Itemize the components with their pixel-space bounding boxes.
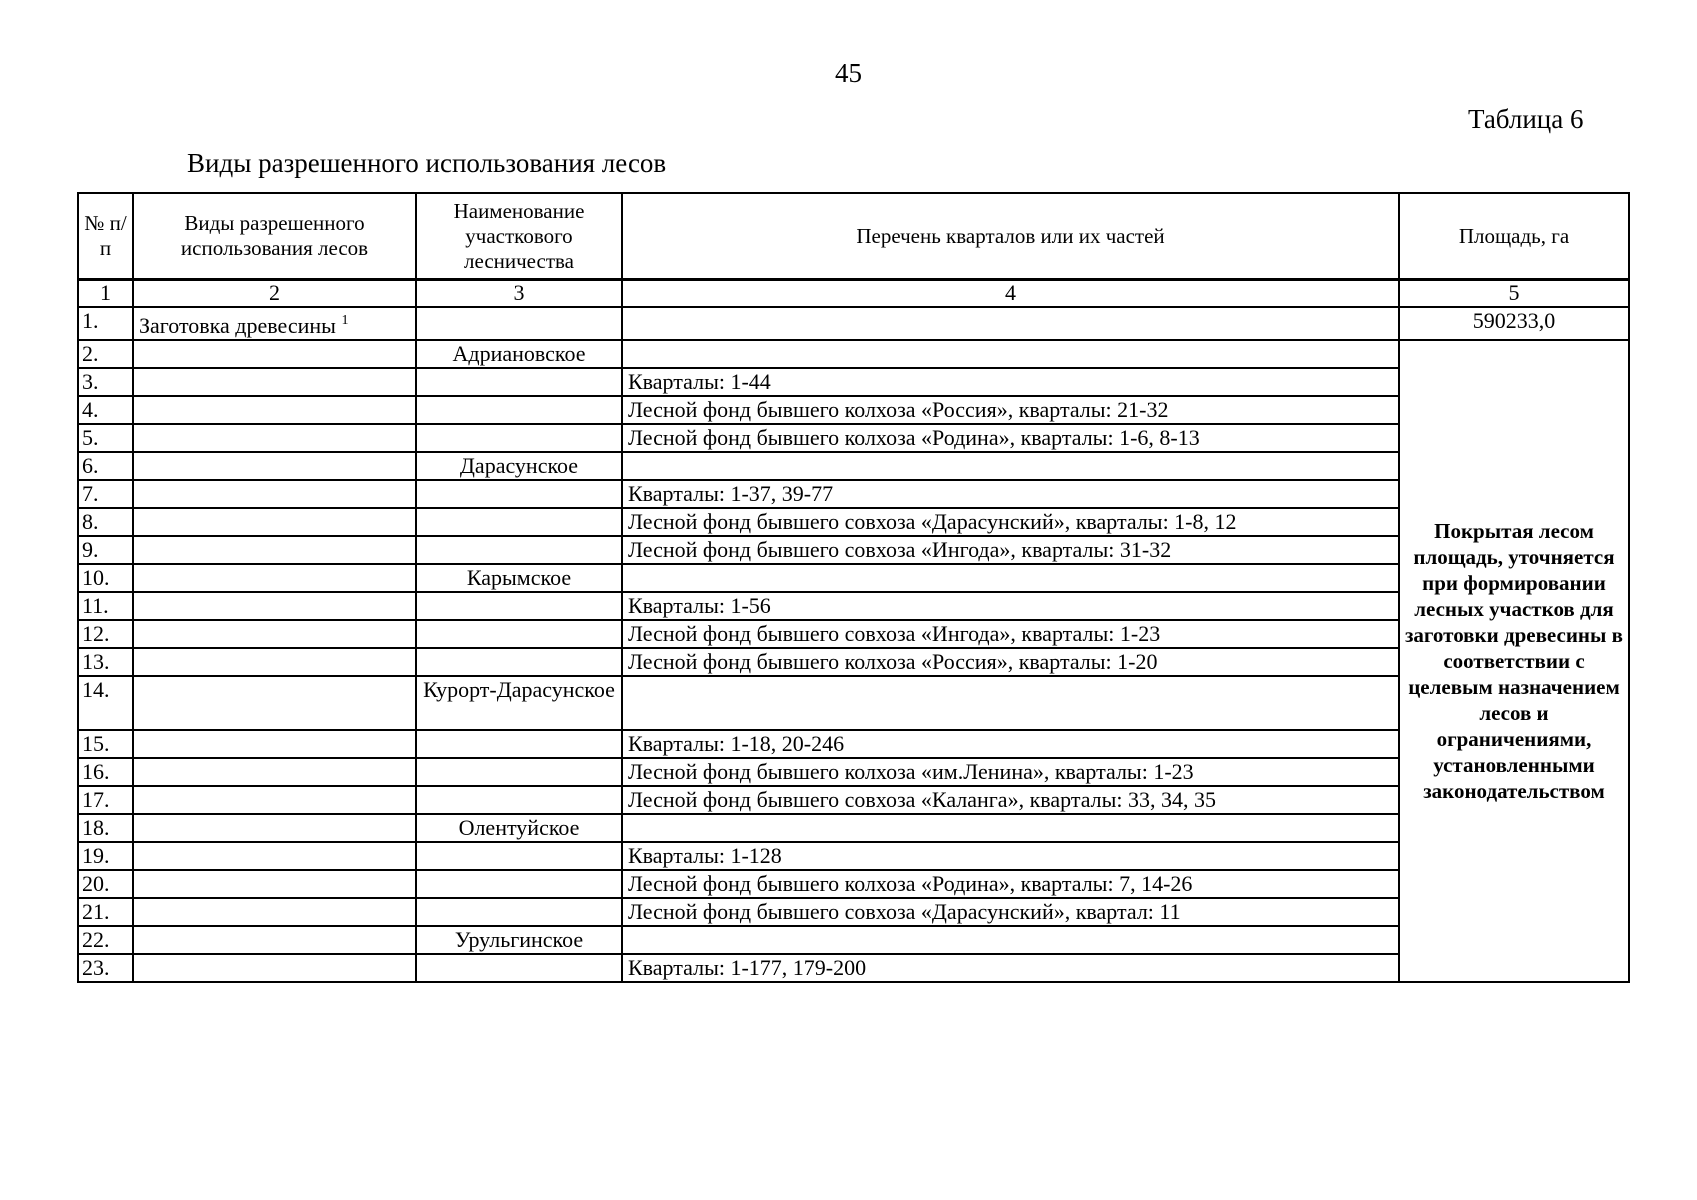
area-note-cell: Покрытая лесом площадь, уточняется при формировании лесных участков для заготовки древесины в соответствии с целевым назначением лесов и ограничениями, установленными законодательством <box>1399 340 1629 982</box>
forestry-cell <box>416 592 622 620</box>
use-kind-cell <box>133 564 416 592</box>
table-row <box>78 592 1629 620</box>
quarters-cell: Лесной фонд бывшего совхоза «Ингода», кварталы: 31-32 <box>622 536 1399 564</box>
table-row <box>78 648 1629 676</box>
quarters-cell: Кварталы: 1-44 <box>622 368 1399 396</box>
row-number: 9. <box>78 536 133 564</box>
forestry-cell <box>416 396 622 424</box>
use-kind-cell <box>133 307 416 340</box>
row-number: 13. <box>78 648 133 676</box>
use-kind-cell <box>133 954 416 982</box>
quarters-cell: Лесной фонд бывшего совхоза «Дарасунский», кварталы: 1-8, 12 <box>622 508 1399 536</box>
forestry-cell: Курорт-Дарасунское <box>416 676 622 730</box>
table-row <box>78 926 1629 954</box>
use-kind-cell <box>133 730 416 758</box>
row-number: 3. <box>78 368 133 396</box>
row-number: 2. <box>78 340 133 368</box>
row-number: 18. <box>78 814 133 842</box>
table-row <box>78 842 1629 870</box>
quarters-cell: Кварталы: 1-37, 39-77 <box>622 480 1399 508</box>
quarters-cell: Кварталы: 1-128 <box>622 842 1399 870</box>
forest-use-table <box>77 192 1630 983</box>
forestry-cell <box>416 648 622 676</box>
use-kind-cell <box>133 620 416 648</box>
forestry-cell <box>416 368 622 396</box>
row-number: 22. <box>78 926 133 954</box>
column-number: 4 <box>622 280 1399 308</box>
column-number: 1 <box>78 280 133 308</box>
row-number: 1. <box>78 307 133 340</box>
page-number: 45 <box>835 58 862 88</box>
use-kind-cell <box>133 424 416 452</box>
use-kind-cell <box>133 648 416 676</box>
header-cell-forestry: Наименование участкового лесничества <box>416 193 622 280</box>
table-row <box>78 870 1629 898</box>
header-row <box>78 193 1629 280</box>
use-kind-cell <box>133 786 416 814</box>
forestry-cell: Карымское <box>416 564 622 592</box>
quarters-cell <box>622 676 1399 730</box>
forestry-cell: Олентуйское <box>416 814 622 842</box>
quarters-cell: Лесной фонд бывшего совхоза «Ингода», кварталы: 1-23 <box>622 620 1399 648</box>
row-number: 8. <box>78 508 133 536</box>
quarters-cell <box>622 926 1399 954</box>
forestry-cell <box>416 954 622 982</box>
row-number: 15. <box>78 730 133 758</box>
area-value: 590233,0 <box>1399 307 1629 340</box>
use-kind-cell <box>133 592 416 620</box>
quarters-cell <box>622 307 1399 340</box>
forestry-cell <box>416 424 622 452</box>
forestry-cell <box>416 536 622 564</box>
column-number: 2 <box>133 280 416 308</box>
quarters-cell <box>622 452 1399 480</box>
forestry-cell: Адриановское <box>416 340 622 368</box>
use-kind-cell <box>133 396 416 424</box>
table-row <box>78 536 1629 564</box>
table-row <box>78 898 1629 926</box>
table-row <box>78 758 1629 786</box>
quarters-cell: Кварталы: 1-177, 179-200 <box>622 954 1399 982</box>
row-number: 5. <box>78 424 133 452</box>
footnote-mark: 1 <box>341 313 349 328</box>
table-row <box>78 508 1629 536</box>
row-number: 4. <box>78 396 133 424</box>
quarters-cell: Лесной фонд бывшего совхоза «Дарасунский», квартал: 11 <box>622 898 1399 926</box>
use-kind-text: Заготовка древесины <box>139 313 336 338</box>
table-row <box>78 620 1629 648</box>
column-number: 3 <box>416 280 622 308</box>
quarters-cell: Лесной фонд бывшего совхоза «Каланга», кварталы: 33, 34, 35 <box>622 786 1399 814</box>
table-row <box>78 814 1629 842</box>
row-number: 12. <box>78 620 133 648</box>
use-kind-cell <box>133 926 416 954</box>
header-cell-num: № п/п <box>78 193 133 280</box>
row-number: 14. <box>78 676 133 730</box>
row-number: 19. <box>78 842 133 870</box>
row-number: 17. <box>78 786 133 814</box>
row-number: 20. <box>78 870 133 898</box>
quarters-cell <box>622 814 1399 842</box>
table-row <box>78 786 1629 814</box>
table-row <box>78 452 1629 480</box>
forestry-cell <box>416 842 622 870</box>
header-cell-quarters: Перечень кварталов или их частей <box>622 193 1399 280</box>
quarters-cell: Лесной фонд бывшего колхоза «Родина», кварталы: 7, 14-26 <box>622 870 1399 898</box>
forestry-cell <box>416 786 622 814</box>
forestry-cell <box>416 758 622 786</box>
use-kind-cell <box>133 870 416 898</box>
header-cell-area: Площадь, га <box>1399 193 1629 280</box>
table-row <box>78 676 1629 730</box>
forestry-cell <box>416 620 622 648</box>
forestry-cell <box>416 870 622 898</box>
forestry-cell: Дарасунское <box>416 452 622 480</box>
quarters-cell: Лесной фонд бывшего колхоза «Россия», кварталы: 21-32 <box>622 396 1399 424</box>
quarters-cell <box>622 340 1399 368</box>
quarters-cell: Кварталы: 1-56 <box>622 592 1399 620</box>
use-kind-cell <box>133 676 416 730</box>
use-kind-cell <box>133 452 416 480</box>
row-number: 21. <box>78 898 133 926</box>
table-row <box>78 954 1629 982</box>
use-kind-cell <box>133 508 416 536</box>
table-row <box>78 340 1629 368</box>
table-row <box>78 480 1629 508</box>
column-numbers-row <box>78 280 1629 308</box>
use-kind-cell <box>133 480 416 508</box>
use-kind-cell <box>133 898 416 926</box>
table-title: Виды разрешенного использования лесов <box>187 148 667 178</box>
row-number: 23. <box>78 954 133 982</box>
table-row <box>78 424 1629 452</box>
forestry-cell <box>416 307 622 340</box>
quarters-cell <box>622 564 1399 592</box>
quarters-cell: Лесной фонд бывшего колхоза «Родина», кварталы: 1-6, 8-13 <box>622 424 1399 452</box>
table-label: Таблица 6 <box>1468 104 1584 134</box>
quarters-cell: Кварталы: 1-18, 20-246 <box>622 730 1399 758</box>
forestry-cell <box>416 730 622 758</box>
column-number: 5 <box>1399 280 1629 308</box>
header-cell-kind: Виды разрешенного использования лесов <box>133 193 416 280</box>
table-row <box>78 564 1629 592</box>
use-kind-cell <box>133 368 416 396</box>
row-number: 6. <box>78 452 133 480</box>
use-kind-cell <box>133 842 416 870</box>
use-kind-cell <box>133 536 416 564</box>
row-number: 16. <box>78 758 133 786</box>
table-row <box>78 396 1629 424</box>
forestry-cell <box>416 898 622 926</box>
forestry-cell <box>416 508 622 536</box>
table-row <box>78 307 1629 340</box>
table-row <box>78 368 1629 396</box>
quarters-cell: Лесной фонд бывшего колхоза «им.Ленина», кварталы: 1-23 <box>622 758 1399 786</box>
use-kind-cell <box>133 758 416 786</box>
quarters-cell: Лесной фонд бывшего колхоза «Россия», кварталы: 1-20 <box>622 648 1399 676</box>
use-kind-cell <box>133 340 416 368</box>
forestry-cell: Урульгинское <box>416 926 622 954</box>
use-kind-cell <box>133 814 416 842</box>
forestry-cell <box>416 480 622 508</box>
table-row <box>78 730 1629 758</box>
row-number: 10. <box>78 564 133 592</box>
row-number: 7. <box>78 480 133 508</box>
row-number: 11. <box>78 592 133 620</box>
